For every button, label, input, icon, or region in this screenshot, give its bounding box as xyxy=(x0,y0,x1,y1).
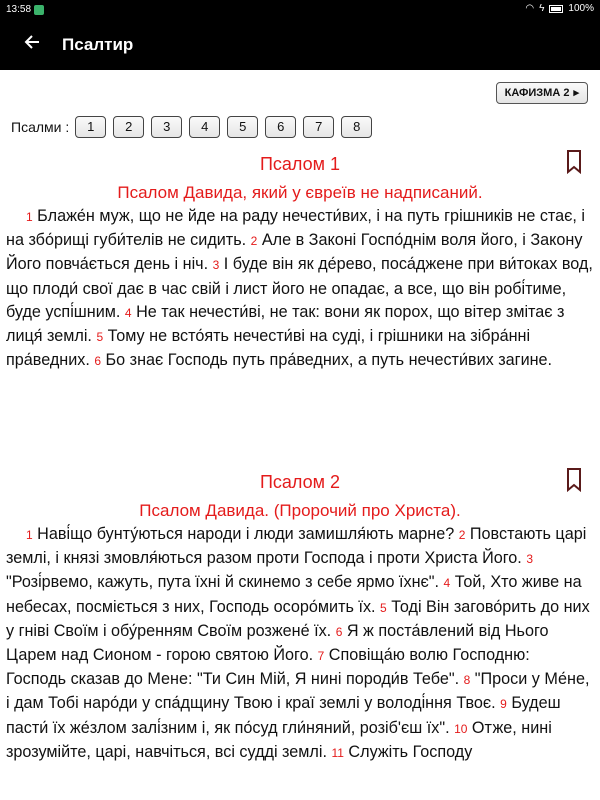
page-title: Псалтир xyxy=(62,35,134,54)
battery-percent: 100% xyxy=(568,3,594,14)
charging-icon: ϟ xyxy=(539,3,545,14)
psalm-section-2 xyxy=(0,472,600,765)
psalm-button-7[interactable]: 7 xyxy=(303,116,334,138)
psalm-button-2[interactable]: 2 xyxy=(113,116,144,138)
psalm-button-3[interactable]: 3 xyxy=(151,116,182,138)
psalm-text xyxy=(0,523,600,765)
verse-text: Сповіща́ю волю Господню: Господь сказав до Мене: "Ти Син Мій, Я нині породи́в Тебе". xyxy=(6,646,530,689)
bookmark-icon[interactable] xyxy=(566,468,582,492)
verse-number: 3 xyxy=(212,258,220,273)
verse-text: Тоді Він загово́рить до них у гніві Своїм і обу́ренням Своїм розжене́ їх. xyxy=(6,597,590,640)
verse-text: Наві́що бунту́ються народи і люди замишля́ють марне? xyxy=(32,525,459,543)
psalm-button-1[interactable]: 1 xyxy=(75,116,106,138)
psalm-button-5[interactable]: 5 xyxy=(227,116,258,138)
battery-icon xyxy=(549,5,563,13)
psalm-selector xyxy=(11,116,379,138)
verse-number: 10 xyxy=(454,721,468,736)
kathisma-label: КАФИЗМА 2 xyxy=(504,87,570,99)
verse-text: Повстають царі землі, і князі змовля́ються разом проти Господа і проти Христа Його. xyxy=(6,525,587,568)
wifi-icon: ◠ xyxy=(525,3,535,14)
status-right xyxy=(525,3,594,14)
verse-text: Отже, нині зрозумійте, царі, навчіться, всі судді землі. xyxy=(6,718,552,761)
psalm-subtitle: Псалом Давида. (Пророчий про Христа). xyxy=(139,501,461,520)
bookmark-icon[interactable] xyxy=(566,150,582,174)
verse-text: Я ж поста́влений від Нього Царем над Сионом - горою святою Його. xyxy=(6,621,549,665)
verse-text: Але в Законі Госпо́днім воля його, і Закону Його повча́ється день і ніч. xyxy=(6,231,583,274)
psalm-title: Псалом 2 xyxy=(259,472,341,492)
verse-text: Служіть Господу xyxy=(343,742,473,761)
verse-text: Бо знає Господь путь пра́ведних, а путь нечести́вих загине. xyxy=(101,351,553,370)
verse-text: Не так нечести́ві, не так: вони як порох, що вітер змітає з лиця́ землі. xyxy=(6,302,565,346)
verse-text: Тому не всто́ять нечести́ві на суді, і грішники на зібра́нні пра́ведних. xyxy=(6,327,531,370)
verse-number: 2 xyxy=(250,234,258,249)
verse-text: Той, Хто живе на небесах, посміється з них, Господь осоро́мить їх. xyxy=(6,573,582,616)
kathisma-button[interactable] xyxy=(496,82,588,104)
verse-number: 2 xyxy=(458,528,466,542)
verse-number: 9 xyxy=(500,697,507,712)
verse-text: "Проси у Ме́не, і дам Тобі наро́ди у спа́дщину Твою і краї землі у володі́ння Твоє. xyxy=(6,670,590,713)
psalm-text xyxy=(0,205,600,373)
psalm-button-8[interactable]: 8 xyxy=(341,116,372,138)
verse-number: 5 xyxy=(96,330,104,345)
verse-number: 8 xyxy=(463,673,471,688)
verse-text: "Розі́рвемо, кажуть, пута їхні й скинемо з себе ярмо їхнє". xyxy=(6,573,444,592)
psalm-section-1 xyxy=(0,154,600,373)
verse-text: І буде він як де́рево, поса́джене при ви́токах вод, що плоди́ свої дає в час свій і лист його не опадає, а все, що він робі́тиме, буде успі́шним. xyxy=(6,255,593,321)
psalm-subtitle: Псалом Давида, який у євреїв не надписаний. xyxy=(117,183,483,202)
verse-number: 1 xyxy=(26,528,33,542)
verse-number: 7 xyxy=(317,649,325,664)
chevron-right-icon: ▸ xyxy=(573,87,579,99)
status-time: 13:58 xyxy=(6,4,32,15)
verse-number: 5 xyxy=(380,600,387,615)
notification-app-icon xyxy=(34,5,44,15)
verse-number: 4 xyxy=(443,576,451,591)
psalms-label: Псалми : xyxy=(11,119,70,135)
verse-number: 6 xyxy=(335,624,343,639)
verse-number: 6 xyxy=(94,354,102,369)
verse-number: 11 xyxy=(331,745,344,760)
verse-text: Блаже́н муж, що не йде на раду нечести́вих, і на путь грішників не стає, і на збо́рищі губи́телів не сидить. xyxy=(6,207,586,250)
status-bar xyxy=(0,0,600,20)
verse-number: 4 xyxy=(124,305,132,320)
verse-text: Будеш пасти́ їх же́злом залі́зним і, як по́суд гли́няний, розіб'єш їх". xyxy=(6,694,561,737)
psalm-button-4[interactable]: 4 xyxy=(189,116,220,138)
verse-number: 1 xyxy=(26,210,33,224)
back-arrow-icon[interactable] xyxy=(18,30,46,58)
psalm-title: Псалом 1 xyxy=(259,154,341,174)
psalm-button-6[interactable]: 6 xyxy=(265,116,296,138)
app-bar xyxy=(0,20,600,70)
verse-number: 3 xyxy=(526,552,533,567)
